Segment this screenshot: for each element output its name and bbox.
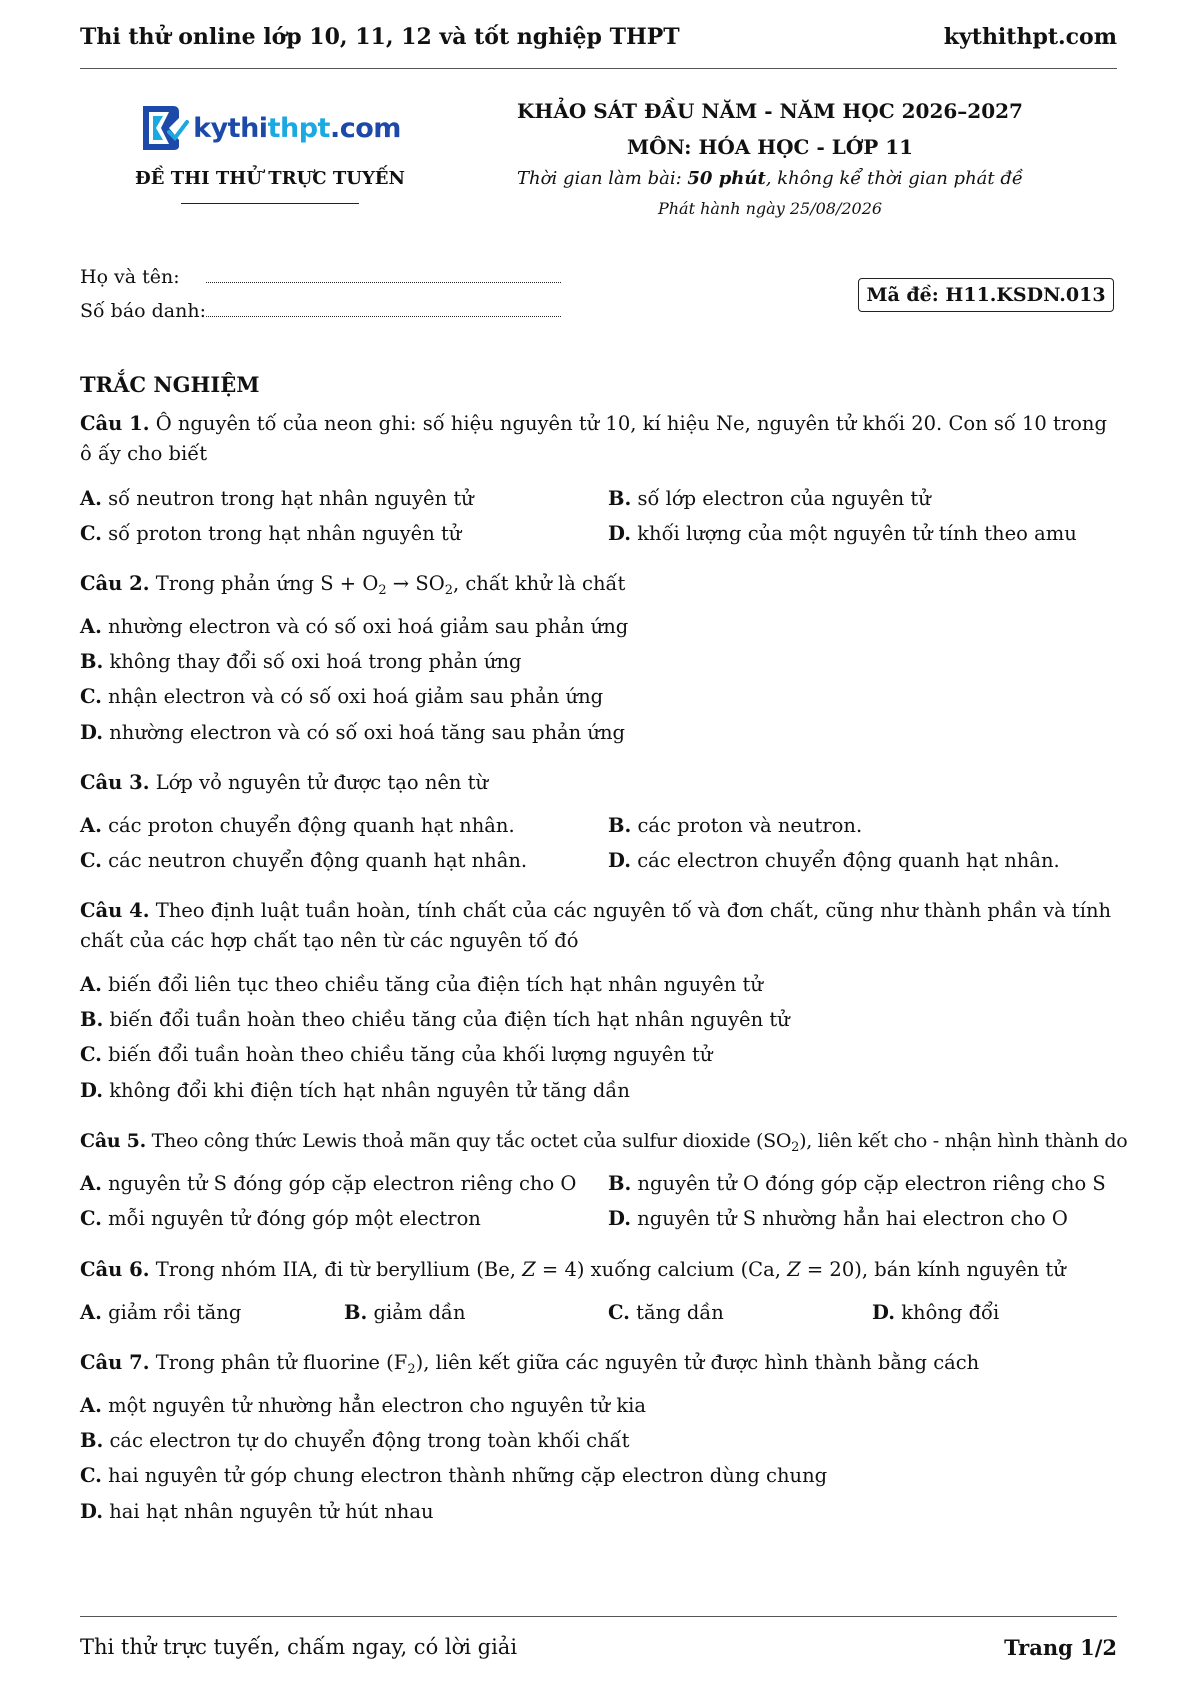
q3-option-c[interactable]: C. các neutron chuyển động quanh hạt nhân. bbox=[80, 849, 528, 872]
page-footer bbox=[80, 1632, 1117, 1662]
exam-release-date: Phát hành ngày 25/08/2026 bbox=[657, 199, 883, 218]
q6-option-c[interactable]: C. tăng dần bbox=[608, 1301, 724, 1324]
exam-page bbox=[80, 0, 1128, 1684]
q1-option-c[interactable]: C. số proton trong hạt nhân nguyên tử bbox=[80, 522, 462, 545]
q2-option-d[interactable]: D. nhường electron và có số oxi hoá tăng sau phản ứng bbox=[80, 721, 626, 744]
logo-subtitle: ĐỀ THI THỬ TRỰC TUYẾN bbox=[135, 168, 405, 189]
exam-code-box: Mã đề: H11.KSDN.013 bbox=[858, 278, 1114, 312]
q4-option-b[interactable]: B. biến đổi tuần hoàn theo chiều tăng của điện tích hạt nhân nguyên tử bbox=[80, 1008, 790, 1031]
name-label: Họ và tên: bbox=[80, 266, 180, 288]
q5-option-a[interactable]: A. nguyên tử S đóng góp cặp electron riêng cho O bbox=[80, 1172, 577, 1195]
section-title: TRẮC NGHIỆM bbox=[80, 372, 260, 397]
q2-option-c[interactable]: C. nhận electron và có số oxi hoá giảm sau phản ứng bbox=[80, 685, 604, 708]
page-number: Trang 1/2 bbox=[1004, 1634, 1117, 1660]
student-info bbox=[80, 264, 561, 332]
q7-option-a[interactable]: A. một nguyên tử nhường hẳn electron cho nguyên tử kia bbox=[80, 1394, 646, 1417]
q3-option-d[interactable]: D. các electron chuyển động quanh hạt nhân. bbox=[608, 849, 1060, 872]
question-6: Câu 6. Trong nhóm IIA, đi từ beryllium (Be, Z = 4) xuống calcium (Ca, Z = 20), bán kính nguyên tử bbox=[80, 1258, 1066, 1281]
q3-option-a[interactable]: A. các proton chuyển động quanh hạt nhân. bbox=[80, 814, 515, 837]
header-site-link[interactable]: kythithpt.com bbox=[943, 24, 1117, 50]
q7-option-d[interactable]: D. hai hạt nhân nguyên tử hút nhau bbox=[80, 1500, 434, 1523]
q1-option-a[interactable]: A. số neutron trong hạt nhân nguyên tử bbox=[80, 487, 474, 510]
site-logo[interactable] bbox=[130, 100, 410, 156]
question-1: Câu 1. Ô nguyên tố của neon ghi: số hiệu nguyên tử 10, kí hiệu Ne, nguyên tử khối 20. Con số 10 trong ô ấy cho biết bbox=[80, 412, 1107, 465]
exam-heading bbox=[510, 96, 1030, 218]
q3-option-b[interactable]: B. các proton và neutron. bbox=[608, 814, 863, 837]
q4-option-a[interactable]: A. biến đổi liên tục theo chiều tăng của điện tích hạt nhân nguyên tử bbox=[80, 973, 763, 996]
q4-option-c[interactable]: C. biến đổi tuần hoàn theo chiều tăng của khối lượng nguyên tử bbox=[80, 1043, 713, 1066]
q5-option-b[interactable]: B. nguyên tử O đóng góp cặp electron riêng cho S bbox=[608, 1172, 1106, 1195]
question-2: Câu 2. Trong phản ứng $S + O_2 \to SO_2$, chất khử là chất bbox=[80, 572, 626, 598]
question-4: Câu 4. Theo định luật tuần hoàn, tính chất của các nguyên tố và đơn chất, cũng như thành phần và tính chất của các hợp chất tạo nên từ các nguyên tố đó bbox=[80, 899, 1112, 952]
q5-option-c[interactable]: C. mỗi nguyên tử đóng góp một electron bbox=[80, 1207, 481, 1230]
q1-option-d[interactable]: D. khối lượng của một nguyên tử tính theo amu bbox=[608, 522, 1077, 545]
q6-option-b[interactable]: B. giảm dần bbox=[344, 1301, 466, 1324]
exam-title: KHẢO SÁT ĐẦU NĂM - NĂM HỌC 2026–2027 bbox=[517, 99, 1023, 123]
q4-option-d[interactable]: D. không đổi khi điện tích hạt nhân nguyên tử tăng dần bbox=[80, 1079, 630, 1102]
exam-duration: Thời gian làm bài: 50 phút, không kể thời gian phát đề bbox=[517, 168, 1023, 189]
footer-tagline: Thi thử trực tuyến, chấm ngay, có lời giải bbox=[80, 1635, 518, 1659]
question-7: Câu 7. Trong phân tử fluorine $(F_2)$, liên kết giữa các nguyên tử được hình thành bằng cách bbox=[80, 1351, 980, 1377]
q5-option-d[interactable]: D. nguyên tử S nhường hẳn hai electron cho O bbox=[608, 1207, 1068, 1230]
q7-option-c[interactable]: C. hai nguyên tử góp chung electron thành những cặp electron dùng chung bbox=[80, 1464, 828, 1487]
header-left-text: Thi thử online lớp 10, 11, 12 và tốt nghiệp THPT bbox=[80, 24, 680, 50]
q2-option-a[interactable]: A. nhường electron và có số oxi hoá giảm sau phản ứng bbox=[80, 615, 629, 638]
logo-icon bbox=[139, 102, 189, 154]
footer-divider bbox=[80, 1616, 1117, 1617]
question-5: Câu 5. Theo công thức Lewis thoả mãn quy tắc octet của sulfur dioxide $(SO_2)$, liên kết cho - nhận hình thành do bbox=[80, 1130, 1128, 1155]
logo-underline bbox=[181, 203, 359, 204]
page-header bbox=[80, 22, 1117, 52]
q1-option-b[interactable]: B. số lớp electron của nguyên tử bbox=[608, 487, 931, 510]
id-field[interactable] bbox=[206, 298, 561, 317]
q2-option-b[interactable]: B. không thay đổi số oxi hoá trong phản ứng bbox=[80, 650, 522, 673]
logo-block bbox=[130, 100, 410, 204]
header-divider bbox=[80, 68, 1117, 69]
name-field[interactable] bbox=[206, 264, 561, 283]
id-label: Số báo danh: bbox=[80, 300, 207, 322]
q6-option-d[interactable]: D. không đổi bbox=[872, 1301, 1000, 1324]
logo-wordmark: kythithpt.com bbox=[193, 112, 401, 144]
q6-option-a[interactable]: A. giảm rồi tăng bbox=[80, 1301, 242, 1324]
q7-option-b[interactable]: B. các electron tự do chuyển động trong toàn khối chất bbox=[80, 1429, 630, 1452]
exam-subject: MÔN: HÓA HỌC - LỚP 11 bbox=[626, 135, 914, 159]
question-3: Câu 3. Lớp vỏ nguyên tử được tạo nên từ bbox=[80, 771, 489, 794]
